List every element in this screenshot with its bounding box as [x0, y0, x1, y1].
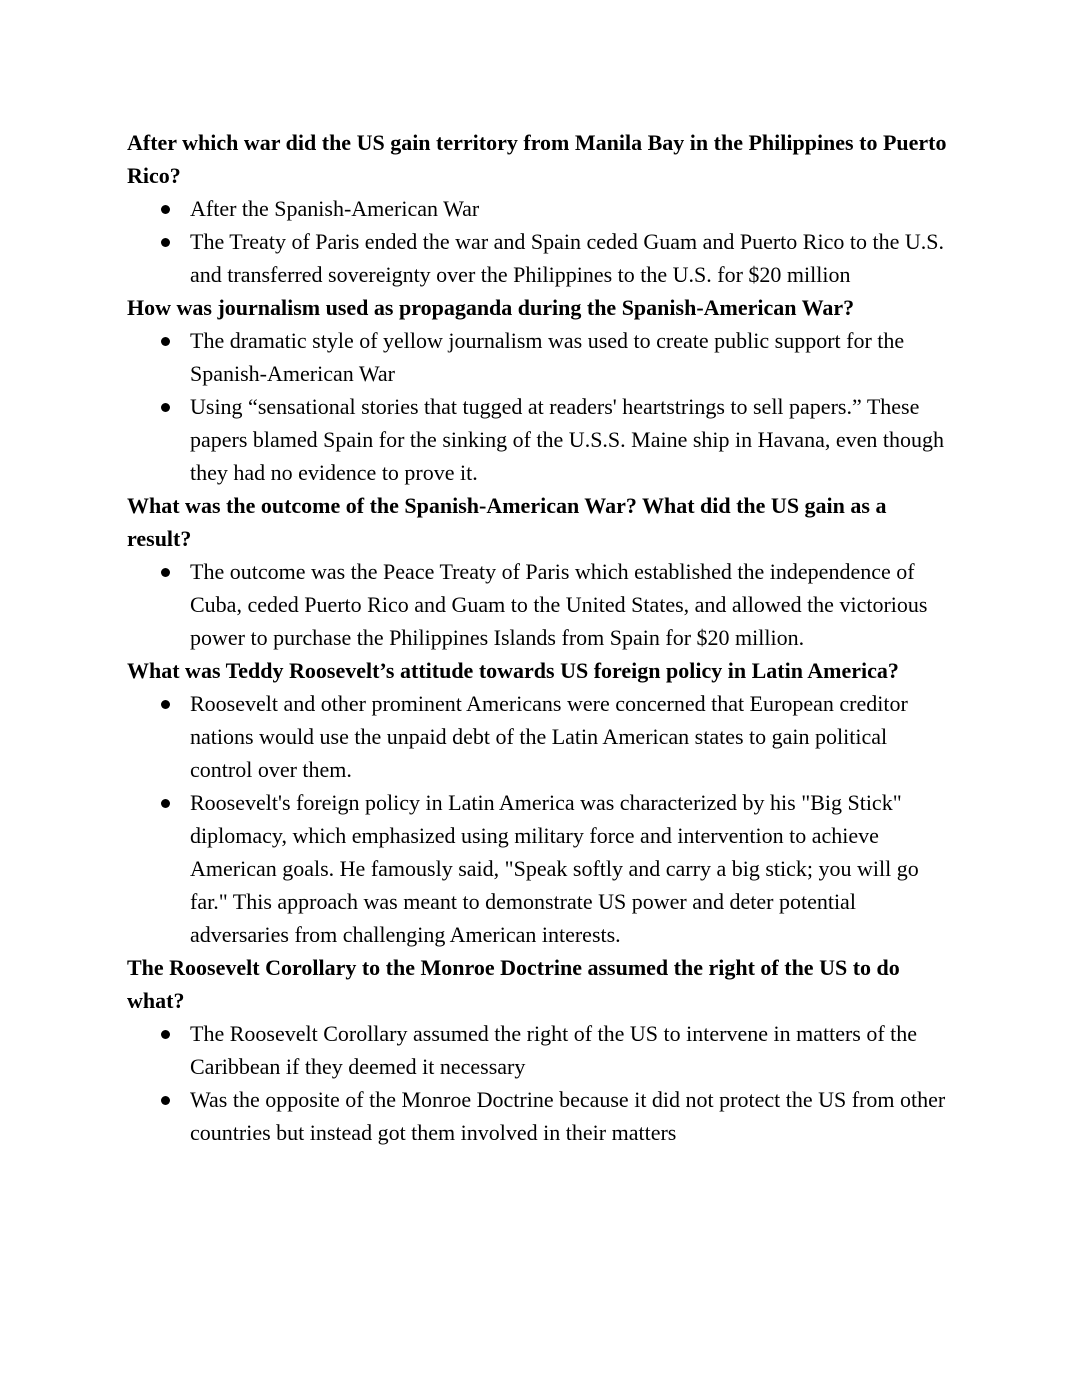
answer-list [127, 1017, 954, 1149]
answer-bullet [127, 225, 954, 291]
answer-text: The Treaty of Paris ended the war and Spain ceded Guam and Puerto Rico to the U.S. and transferred sovereignty over the Philippines to the U.S. for $20 million [190, 229, 944, 287]
answer-list [127, 192, 954, 291]
answer-list [127, 687, 954, 951]
bullet-icon [161, 799, 170, 808]
answer-text: The outcome was the Peace Treaty of Paris which established the independence of Cuba, ceded Puerto Rico and Guam to the United States, and allowed the victorious power to purchase the Philippines Islands from Spain for $20 million. [190, 559, 928, 650]
answer-text: Was the opposite of the Monroe Doctrine because it did not protect the US from other countries but instead got them involved in their matters [190, 1087, 946, 1145]
document-content [127, 126, 954, 1149]
answer-list [127, 324, 954, 489]
qa-section [127, 291, 954, 489]
bullet-icon [161, 238, 170, 247]
question-heading: After which war did the US gain territory from Manila Bay in the Philippines to Puerto Rico? [127, 130, 947, 188]
qa-section [127, 951, 954, 1149]
question-heading: What was Teddy Roosevelt’s attitude towards US foreign policy in Latin America? [127, 658, 899, 683]
qa-section [127, 126, 954, 291]
answer-bullet [127, 555, 954, 654]
answer-text: Using “sensational stories that tugged at readers' heartstrings to sell papers.” These papers blamed Spain for the sinking of the U.S.S. Maine ship in Havana, even though they had no evidence to prove it. [190, 394, 944, 485]
answer-text: The dramatic style of yellow journalism was used to create public support for the Spanish-American War [190, 328, 905, 386]
answer-text: The Roosevelt Corollary assumed the right of the US to intervene in matters of the Caribbean if they deemed it necessary [190, 1021, 918, 1079]
answer-list [127, 555, 954, 654]
answer-bullet [127, 1017, 954, 1083]
bullet-icon [161, 403, 170, 412]
answer-bullet [127, 192, 954, 225]
answer-bullet [127, 786, 954, 951]
question-heading: What was the outcome of the Spanish-American War? What did the US gain as a result? [127, 493, 887, 551]
question-heading: The Roosevelt Corollary to the Monroe Doctrine assumed the right of the US to do what? [127, 955, 900, 1013]
answer-bullet [127, 687, 954, 786]
bullet-icon [161, 1096, 170, 1105]
answer-bullet [127, 390, 954, 489]
bullet-icon [161, 337, 170, 346]
answer-text: After the Spanish-American War [190, 196, 480, 221]
question-heading: How was journalism used as propaganda during the Spanish-American War? [127, 295, 855, 320]
answer-bullet [127, 1083, 954, 1149]
bullet-icon [161, 568, 170, 577]
answer-text: Roosevelt's foreign policy in Latin America was characterized by his "Big Stick" diplomacy, which emphasized using military force and intervention to achieve American goals. He famously said, "Speak softly and carry a big stick; you will go far." This approach was meant to demonstrate US power and deter potential adversaries from challenging American interests. [190, 790, 919, 947]
answer-bullet [127, 324, 954, 390]
bullet-icon [161, 700, 170, 709]
bullet-icon [161, 205, 170, 214]
answer-text: Roosevelt and other prominent Americans were concerned that European creditor nations would use the unpaid debt of the Latin American states to gain political control over them. [190, 691, 908, 782]
qa-section [127, 489, 954, 654]
bullet-icon [161, 1030, 170, 1039]
qa-section [127, 654, 954, 951]
